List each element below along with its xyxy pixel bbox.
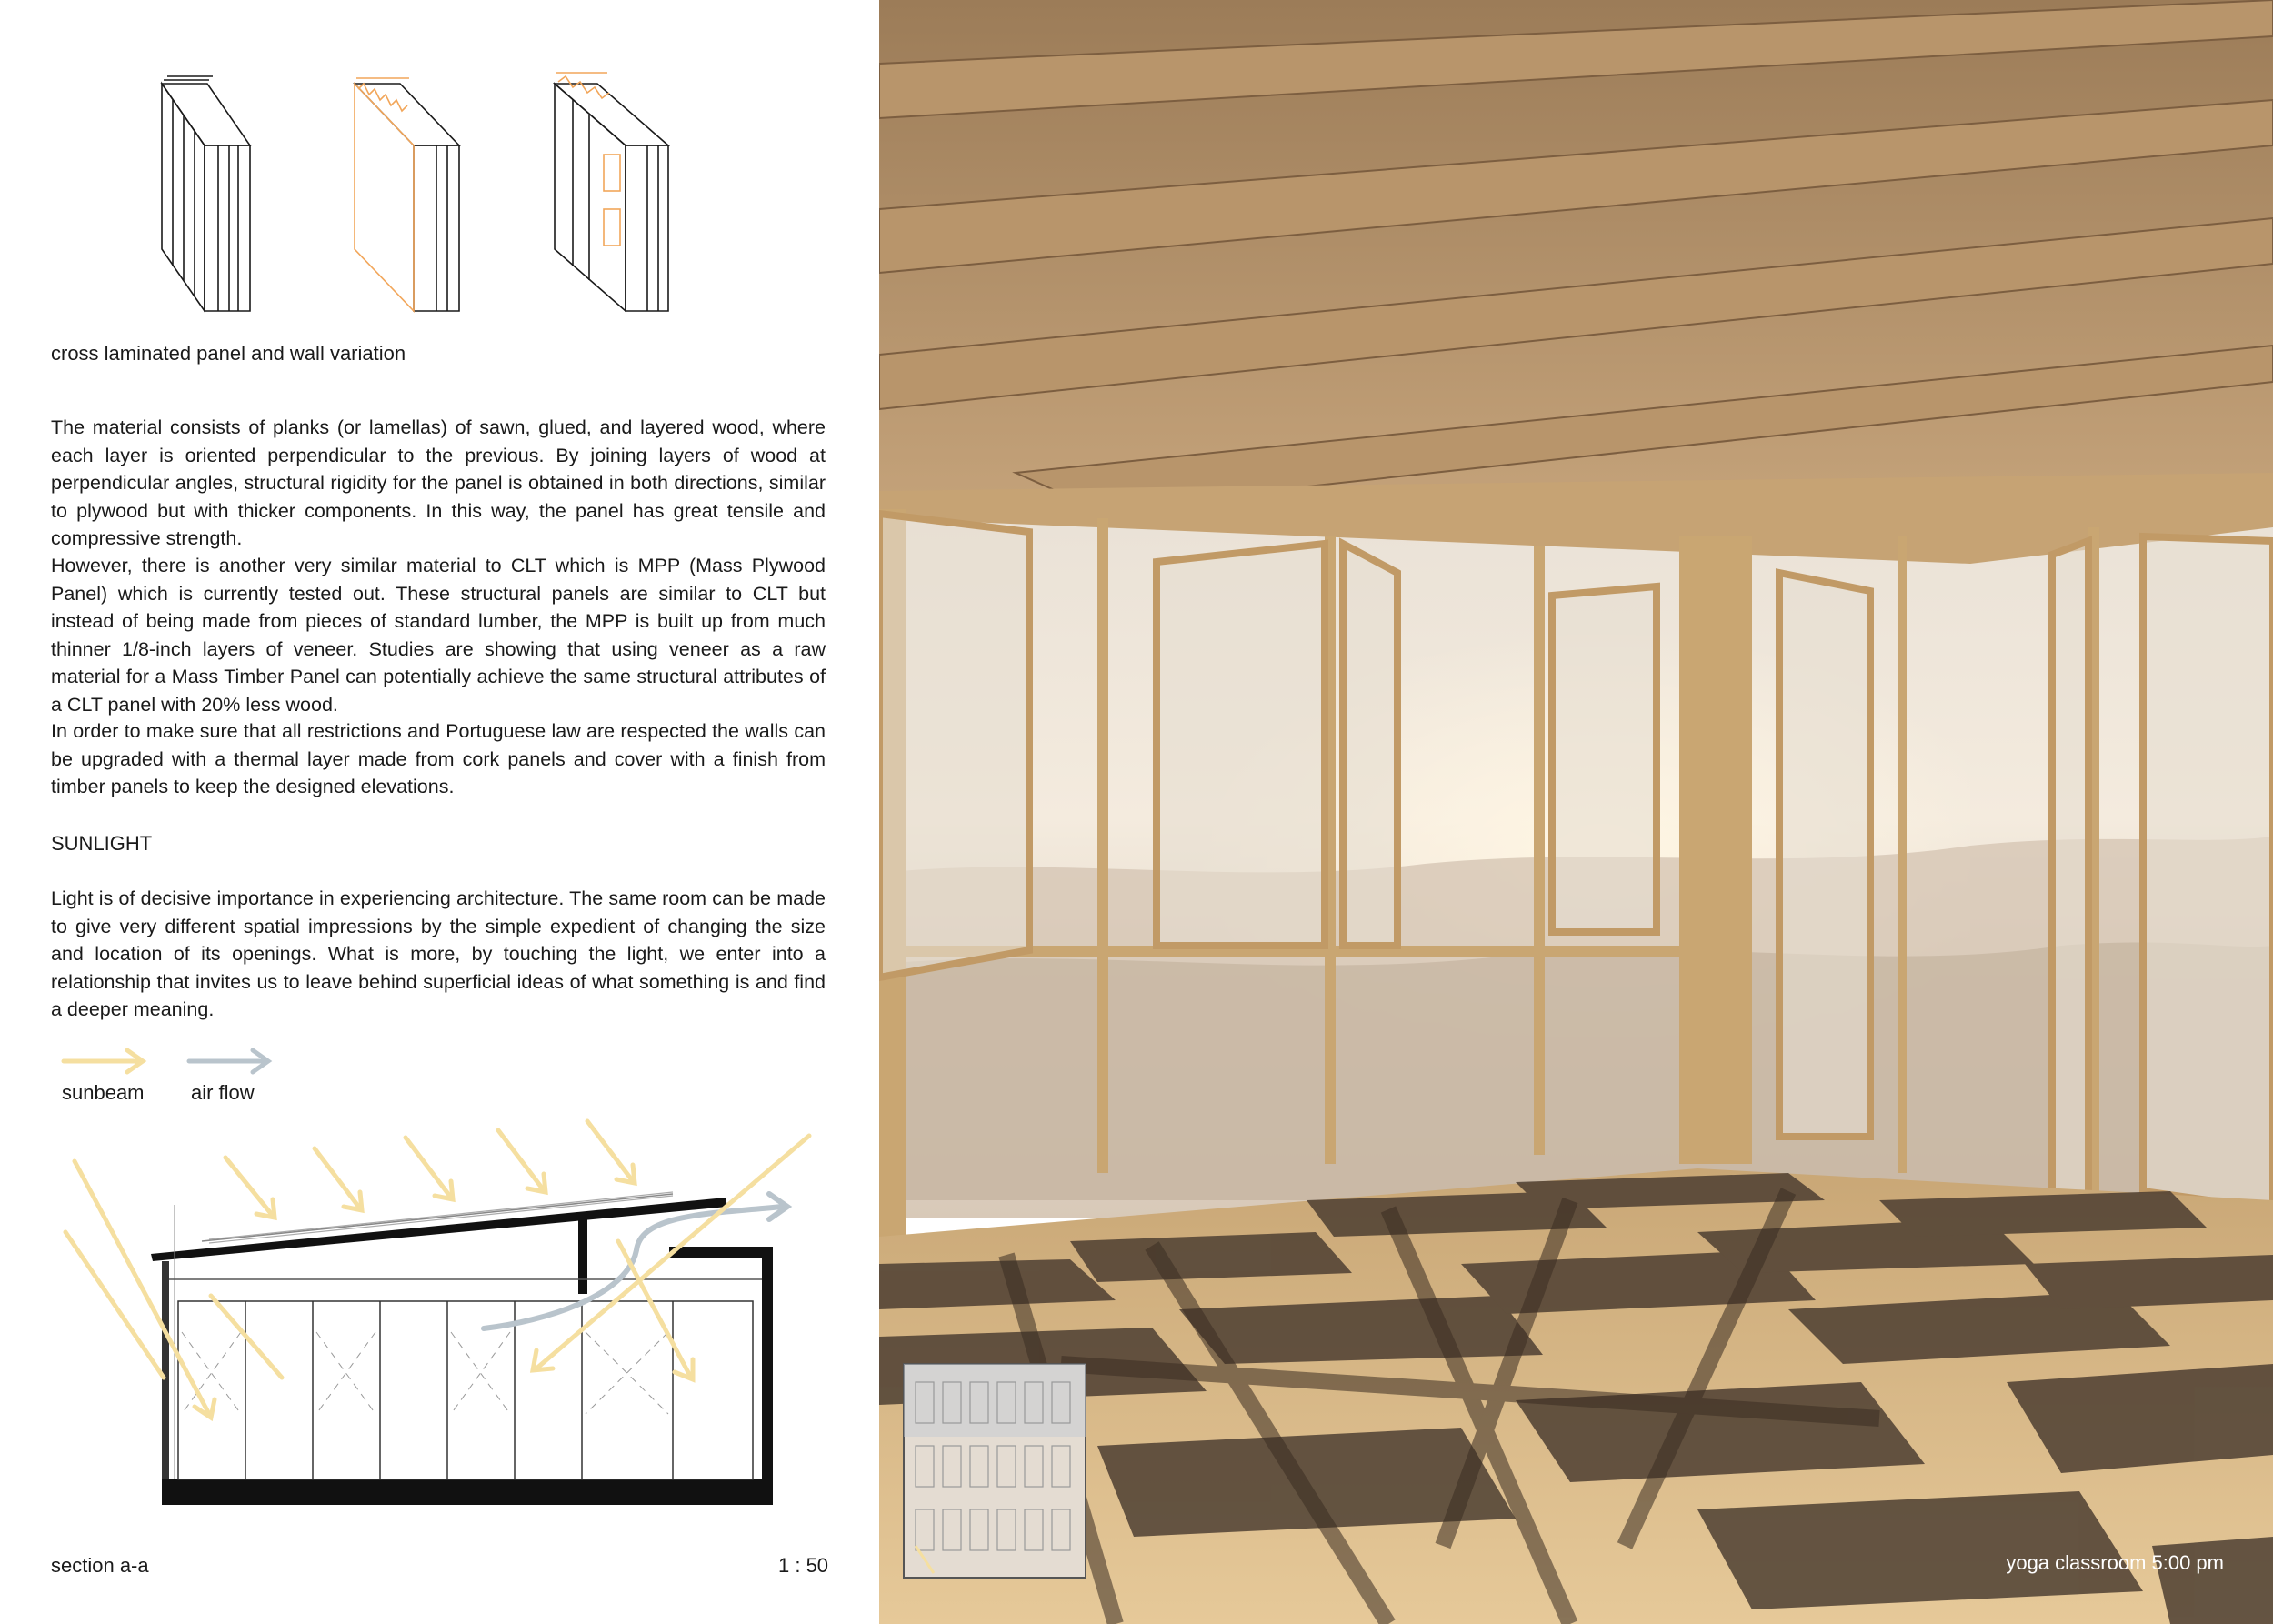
sunbeam-legend-arrow bbox=[64, 1050, 143, 1072]
section-sunbeams bbox=[65, 1121, 809, 1418]
clt-panel-drawings bbox=[0, 0, 879, 327]
clt-panel-with-finish bbox=[555, 73, 668, 311]
panel-caption: cross laminated panel and wall variation bbox=[51, 342, 406, 365]
left-panel bbox=[0, 0, 879, 1624]
paragraph-restrictions: In order to make sure that all restrictions and Portuguese law are respected the walls can be upgraded with a thermal layer made from cork panels and cover with a finish from timber panels to keep the designed elevations. bbox=[51, 720, 826, 797]
clt-panel-basic bbox=[162, 76, 250, 311]
section-label: section a-a bbox=[51, 1554, 149, 1577]
sunlight-heading: SUNLIGHT bbox=[51, 832, 153, 855]
airflow-label: air flow bbox=[191, 1081, 255, 1104]
plan-inset bbox=[904, 1364, 1086, 1578]
scale-label: 1 : 50 bbox=[778, 1554, 829, 1577]
paragraph-mpp: However, there is another very similar material to CLT which is MPP (Mass Plywood Panel) which is currently tested out. These structural panels are similar to CLT but instead of being made from pieces of standard lumber, the MPP is built up from much thinner 1/8-inch layers of veneer. Studies are showing that using veneer as a raw material for a Mass Timber Panel can potentially achieve the same structural attributes of a CLT panel with 20% less wood. bbox=[51, 555, 826, 716]
floor-slab bbox=[162, 1479, 773, 1505]
clt-panel-with-insulation bbox=[355, 78, 459, 311]
render-caption: yoga classroom 5:00 pm bbox=[2006, 1551, 2224, 1574]
sunbeam-label: sunbeam bbox=[62, 1081, 145, 1104]
airflow-legend-arrow bbox=[189, 1050, 268, 1072]
section-drawing bbox=[0, 1114, 879, 1514]
render-image bbox=[879, 0, 2273, 1624]
paragraph-sunlight: Light is of decisive importance in experiencing architecture. The same room can be made to give very different spatial impressions by the simple expedient of changing the size and location of its openings. What is more, by touching the light, we enter into a relationship that invites us to leave behind superficial ideas of what something is and find a deeper meaning. bbox=[51, 887, 826, 1020]
roof bbox=[151, 1198, 727, 1261]
paragraph-material: The material consists of planks (or lamellas) of sawn, glued, and layered wood, where each layer is oriented perpendicular to the previous. By joining layers of wood at perpendicular angles, structural rigidity for the panel is obtained in both directions, similar to plywood but with thicker components. In this way, the panel has great tensile and compressive strength. bbox=[51, 416, 826, 549]
